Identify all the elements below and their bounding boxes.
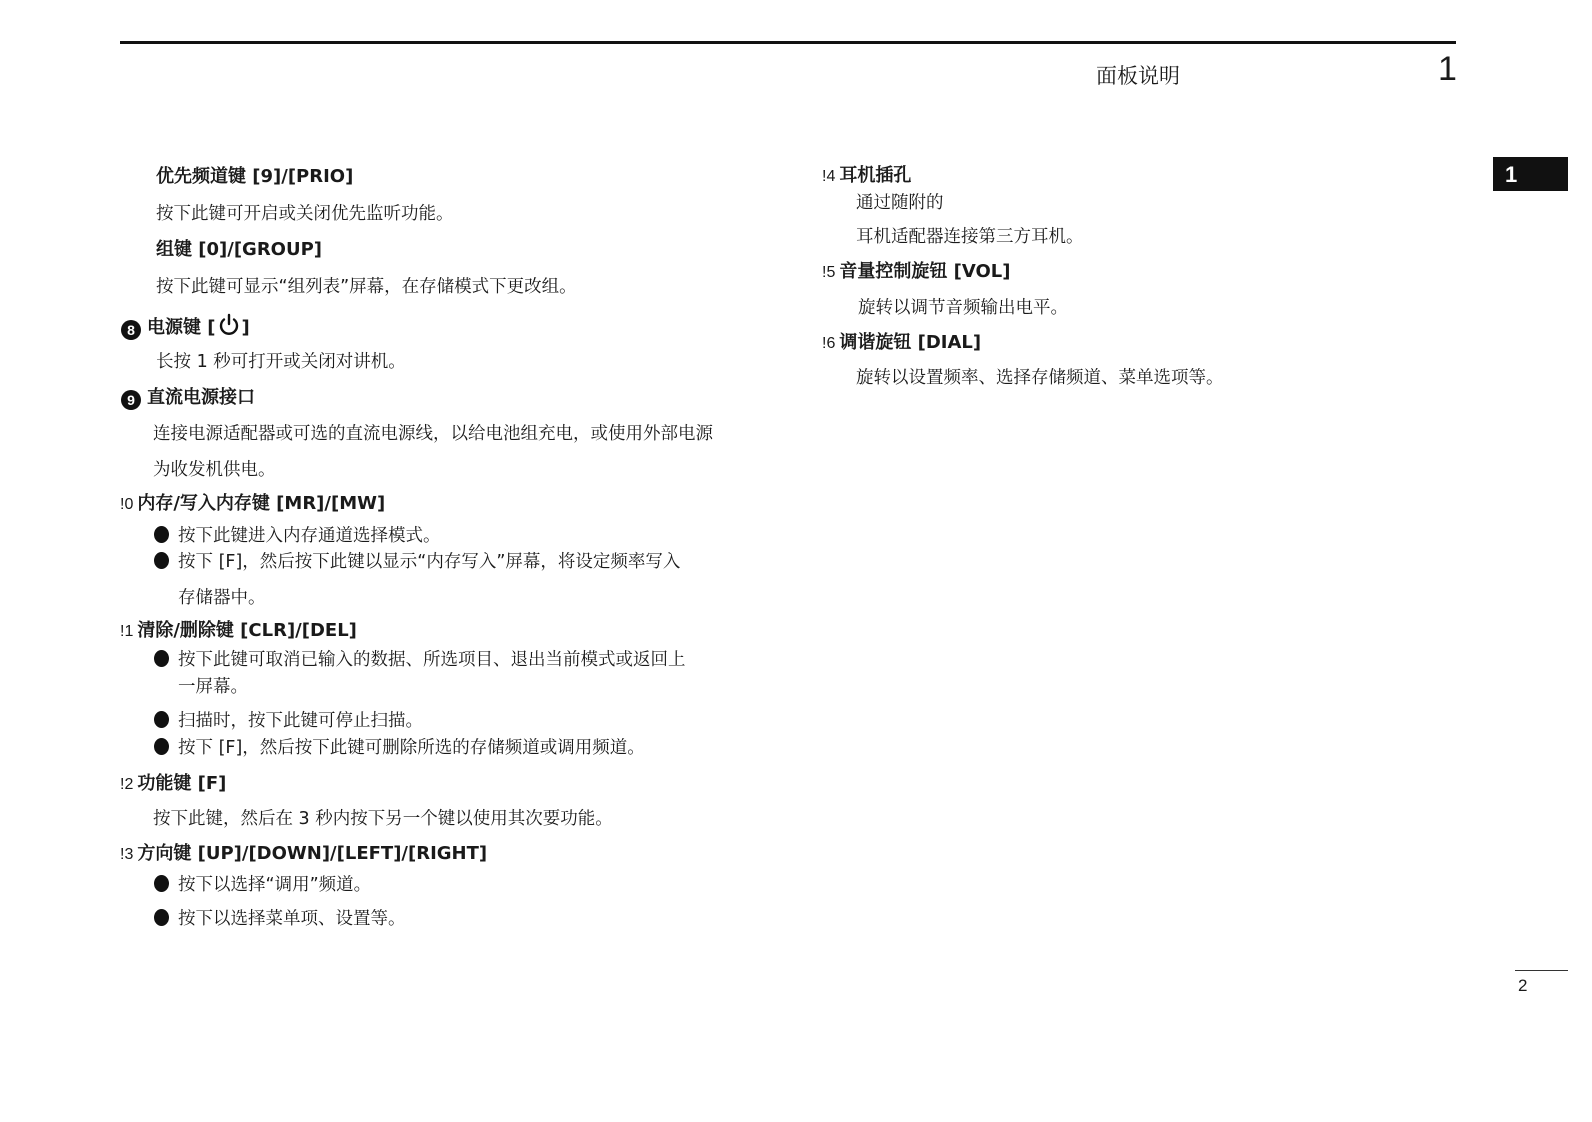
dir-key-bullet-2: 按下以选择菜单项、设置等。 (178, 909, 406, 929)
bullet-dot (154, 738, 169, 755)
bullet-dot (154, 552, 169, 569)
bullet-dot (154, 711, 169, 728)
power-icon (217, 313, 241, 337)
dir-key-heading (120, 842, 487, 867)
group-key-desc: 按下此键可显示“组列表”屏幕，在存储模式下更改组。 (156, 277, 577, 297)
bullet-dot (154, 909, 169, 926)
page-number: 2 (1518, 976, 1528, 995)
bullet-dot (154, 526, 169, 543)
clr-key-bullet-3: 按下 [F]，然后按下此键可删除所选的存储频道或调用频道。 (178, 738, 645, 758)
clr-key-bullet-1-cont: 一屏幕。 (178, 677, 248, 697)
dir-key-bullet-1: 按下以选择“调用”频道。 (178, 875, 372, 895)
item-number: !3 (120, 846, 134, 863)
power-key-title-post: ] (241, 317, 250, 338)
item-number: !0 (120, 496, 134, 513)
prio-key-title: 优先频道键 [9]/[PRIO] (156, 166, 354, 187)
dc-jack-desc-line2: 为收发机供电。 (153, 460, 276, 480)
item-number-badge: 9 (121, 390, 141, 410)
group-key-title: 组键 [0]/[GROUP] (156, 239, 323, 260)
clr-key-bullet-1: 按下此键可取消已输入的数据、所选项目、退出当前模式或返回上 (178, 650, 686, 670)
dial-knob-desc: 旋转以设置频率、选择存储频道、菜单选项等。 (856, 368, 1224, 388)
item-number-badge: 8 (121, 320, 141, 340)
f-key-title: 功能键 [F] (137, 773, 227, 794)
item-number: !2 (120, 776, 134, 793)
mr-key-bullet-2: 按下 [F]，然后按下此键以显示“内存写入”屏幕，将设定频率写入 (178, 552, 681, 572)
chapter-number: 1 (1438, 50, 1457, 88)
vol-knob-title: 音量控制旋钮 [VOL] (839, 261, 1011, 282)
dial-knob-title: 调谐旋钮 [DIAL] (839, 332, 982, 353)
vol-knob-heading (822, 260, 1010, 285)
dc-jack-title: 直流电源接口 (147, 387, 255, 408)
clr-key-bullet-2: 扫描时，按下此键可停止扫描。 (178, 711, 423, 731)
earphone-jack-desc-line2: 耳机适配器连接第三方耳机。 (856, 227, 1084, 247)
item-number: !1 (120, 623, 134, 640)
mr-key-heading (120, 492, 385, 517)
chapter-tab (1493, 157, 1568, 191)
prio-key-desc: 按下此键可开启或关闭优先监听功能。 (156, 204, 454, 224)
chapter-tab-label: 1 (1505, 162, 1518, 187)
clr-key-title: 清除/删除键 [CLR]/[DEL] (137, 620, 357, 641)
f-key-desc: 按下此键，然后在 3 秒内按下另一个键以使用其次要功能。 (153, 809, 613, 829)
earphone-jack-heading (822, 164, 911, 189)
dc-jack-heading (121, 386, 255, 410)
earphone-jack-title: 耳机插孔 (839, 165, 912, 186)
power-key-title-pre: 电源键 [ (147, 317, 216, 338)
earphone-jack-desc-line1: 通过随附的 (856, 193, 944, 213)
dial-knob-heading (822, 331, 981, 356)
bullet-dot (154, 875, 169, 892)
vol-knob-desc: 旋转以调节音频输出电平。 (858, 298, 1068, 318)
bullet-dot (154, 650, 169, 667)
power-key-desc: 长按 1 秒可打开或关闭对讲机。 (156, 352, 406, 372)
dir-key-title: 方向键 [UP]/[DOWN]/[LEFT]/[RIGHT] (137, 843, 488, 864)
footer-rule (1515, 970, 1568, 971)
item-number: !6 (822, 335, 836, 352)
item-number: !5 (822, 264, 836, 281)
power-key-heading (121, 313, 250, 340)
dc-jack-desc-line1: 连接电源适配器或可选的直流电源线，以给电池组充电，或使用外部电源 (153, 424, 713, 444)
clr-key-heading (120, 619, 357, 644)
item-number: !4 (822, 168, 836, 185)
mr-key-title: 内存/写入内存键 [MR]/[MW] (137, 493, 386, 514)
f-key-heading (120, 772, 226, 797)
mr-key-bullet-1: 按下此键进入内存通道选择模式。 (178, 526, 441, 546)
section-title: 面板说明 (1096, 64, 1180, 88)
header-rule (120, 41, 1456, 44)
mr-key-bullet-2-cont: 存储器中。 (178, 588, 266, 608)
